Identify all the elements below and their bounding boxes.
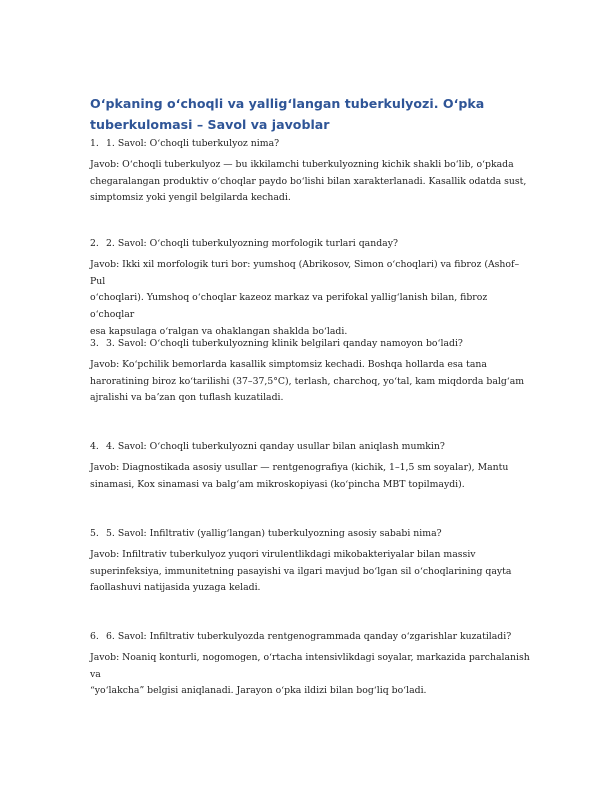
qa-item-5 bbox=[90, 526, 530, 597]
question-3 bbox=[90, 336, 530, 352]
question-text: 2. Savol: Oʻchoqli tuberkulyozning morfologik turlari qanday? bbox=[106, 238, 398, 249]
question-number: 3. bbox=[90, 338, 99, 349]
question-number: 1. bbox=[90, 138, 99, 149]
question-text: 3. Savol: Oʻchoqli tuberkulyozning klinik belgilari qanday namoyon boʻladi? bbox=[106, 338, 463, 349]
question-1 bbox=[90, 136, 530, 152]
question-text: 5. Savol: Infiltrativ (yalligʻlangan) tuberkulyozning asosiy sababi nima? bbox=[106, 528, 442, 539]
question-number: 4. bbox=[90, 441, 99, 452]
question-5 bbox=[90, 526, 530, 542]
qa-item-2 bbox=[90, 236, 530, 341]
answer-5: Javob: Infiltrativ tuberkulyoz yuqori virulentlikdagi mikobakteriyalar bilan massiv superinfeksiya, immunitetning pasayishi va ilgari mavjud boʻlgan sil oʻchoqlarining qayta faollashuvi natijasida yuzaga keladi. bbox=[90, 549, 512, 594]
qa-item-1 bbox=[90, 136, 530, 207]
answer-3: Javob: Koʻpchilik bemorlarda kasallik simptomsiz kechadi. Boshqa hollarda esa tana haroratining biroz koʻtarilishi (37–37,5°C), terlash, charchoq, yoʻtal, kam miqdorda balgʻam ajralishi va baʼzan qon tuflash kuzatiladi. bbox=[90, 359, 525, 404]
answer-2: Javob: Ikki xil morfologik turi bor: yumshoq (Abrikosov, Simon oʻchoqlari) va fibroz (Ashof–Pul oʻchoqlari). Yumshoq oʻchoqlar kazeoz markaz va perifokal yalligʻlanish bilan, fibroz oʻchoqlar esa kapsulaga oʻralgan va ohaklangan shaklda boʻladi. bbox=[90, 259, 520, 337]
question-2 bbox=[90, 236, 530, 252]
qa-item-6 bbox=[90, 629, 530, 700]
question-text: 4. Savol: Oʻchoqli tuberkulyozni qanday usullar bilan aniqlash mumkin? bbox=[106, 441, 445, 452]
answer-1: Javob: Oʻchoqli tuberkulyoz — bu ikkilamchi tuberkulyozning kichik shakli boʻlib, oʻpkada chegaralangan produktiv oʻchoqlar paydo boʻlishi bilan xarakterlanadi. Kasallik odatda sust, simptomsiz yoki yengil belgilarda kechadi. bbox=[90, 159, 527, 204]
answer-4: Javob: Diagnostikada asosiy usullar — rentgenografiya (kichik, 1–1,5 sm soyalar), Mantu sinamasi, Kox sinamasi va balgʻam mikroskopiyasi (koʻpincha MBT topilmaydi). bbox=[90, 462, 509, 490]
document-title: Oʻpkaning oʻchoqli va yalligʻlangan tuberkulyozi. Oʻpka tuberkulomasi – Savol va javoblar bbox=[90, 96, 485, 132]
question-number: 6. bbox=[90, 631, 99, 642]
answer-6: Javob: Noaniq konturli, nogomogen, oʻrtacha intensivlikdagi soyalar, markazida parchalanish va “yoʻlakcha” belgisi aniqlanadi. Jarayon oʻpka ildizi bilan bogʻliq boʻladi. bbox=[90, 652, 530, 697]
question-number: 2. bbox=[90, 238, 99, 249]
question-text: 1. Savol: Oʻchoqli tuberkulyoz nima? bbox=[106, 138, 280, 149]
qa-item-4 bbox=[90, 439, 530, 493]
qa-item-3 bbox=[90, 336, 530, 407]
question-4 bbox=[90, 439, 530, 455]
question-number: 5. bbox=[90, 528, 99, 539]
question-6 bbox=[90, 629, 530, 645]
question-text: 6. Savol: Infiltrativ tuberkulyozda rentgenogrammada qanday oʻzgarishlar kuzatiladi? bbox=[106, 631, 512, 642]
